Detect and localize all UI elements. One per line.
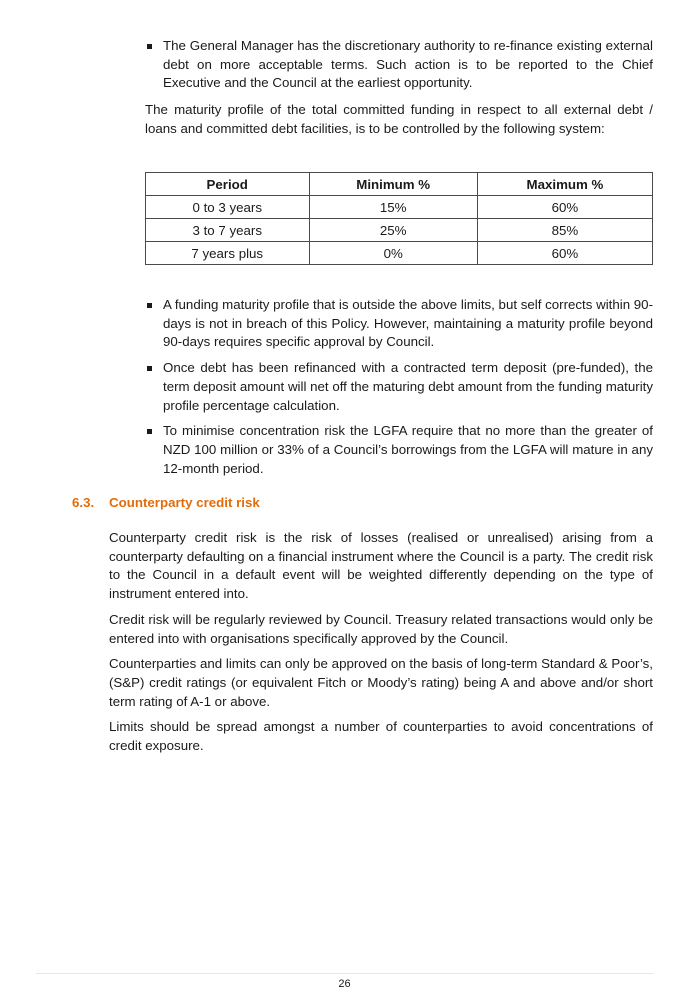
footer-divider [36, 973, 653, 974]
bullet-item-self-correcting-profile: A funding maturity profile that is outside the above limits, but self corrects within 90-days is not in breach of this Policy. However, maintaining a maturity profile beyond 90-days requires specific approval by Council. [145, 296, 653, 352]
table-header-row [146, 173, 653, 196]
column-header-minimum: Minimum % [309, 173, 477, 196]
column-header-maximum: Maximum % [477, 173, 652, 196]
table-row [146, 196, 653, 219]
section-number: 6.3. [72, 495, 95, 510]
table-row [146, 242, 653, 265]
maturity-intro-paragraph: The maturity profile of the total committed funding in respect to all external debt / loans and committed debt facilities, is to be controlled by the following system: [145, 102, 653, 136]
maximum-cell: 85% [477, 219, 652, 242]
paragraph-definition: Counterparty credit risk is the risk of losses (realised or unrealised) arising from a counterparty defaulting on a financial instrument where the Council is a party. The credit risk to the Council in a default event will be weighted differently depending on the type of instrument entered into. [109, 530, 653, 602]
paragraph-ratings: Counterparties and limits can only be approved on the basis of long-term Standard & Poor’s, (S&P) credit ratings (or equivalent Fitch or Moody’s rating) being A and above and/or short term rating of A-1 or above. [109, 656, 653, 709]
maximum-cell: 60% [477, 196, 652, 219]
column-header-period: Period [146, 173, 310, 196]
maximum-cell: 60% [477, 242, 652, 265]
page-number: 26 [338, 978, 351, 990]
maturity-profile-table [145, 172, 653, 265]
bullet-item-lgfa-concentration: To minimise concentration risk the LGFA require that no more than the greater of NZD 100 million or 33% of a Council’s borrowings from the LGFA will mature in any 12-month period. [145, 422, 653, 478]
bullet-item-refinance-authority: The General Manager has the discretionary authority to re-finance existing external debt on more acceptable terms. Such action is to be reported to the Chief Executive and the Council at the earliest opportunity. [145, 37, 653, 93]
period-cell: 7 years plus [146, 242, 310, 265]
paragraph-review: Credit risk will be regularly reviewed by Council. Treasury related transactions would only be entered into with organisations specifically approved by the Council. [109, 611, 653, 646]
section-heading [72, 494, 260, 512]
minimum-cell: 0% [309, 242, 477, 265]
bullet-list-top [145, 37, 653, 93]
period-cell: 0 to 3 years [146, 196, 310, 219]
minimum-cell: 25% [309, 219, 477, 242]
section-body [109, 529, 653, 763]
paragraph-limits: Limits should be spread amongst a number of counterparties to avoid concentrations of credit exposure. [109, 719, 653, 754]
bullet-item-term-deposit-netting: Once debt has been refinanced with a contracted term deposit (pre-funded), the term deposit amount will net off the maturing debt amount from the funding maturity profile percentage calculation. [145, 359, 653, 415]
section-title: Counterparty credit risk [109, 495, 260, 510]
period-cell: 3 to 7 years [146, 219, 310, 242]
minimum-cell: 15% [309, 196, 477, 219]
table-row [146, 219, 653, 242]
bullet-list-maturity-notes [145, 296, 653, 485]
